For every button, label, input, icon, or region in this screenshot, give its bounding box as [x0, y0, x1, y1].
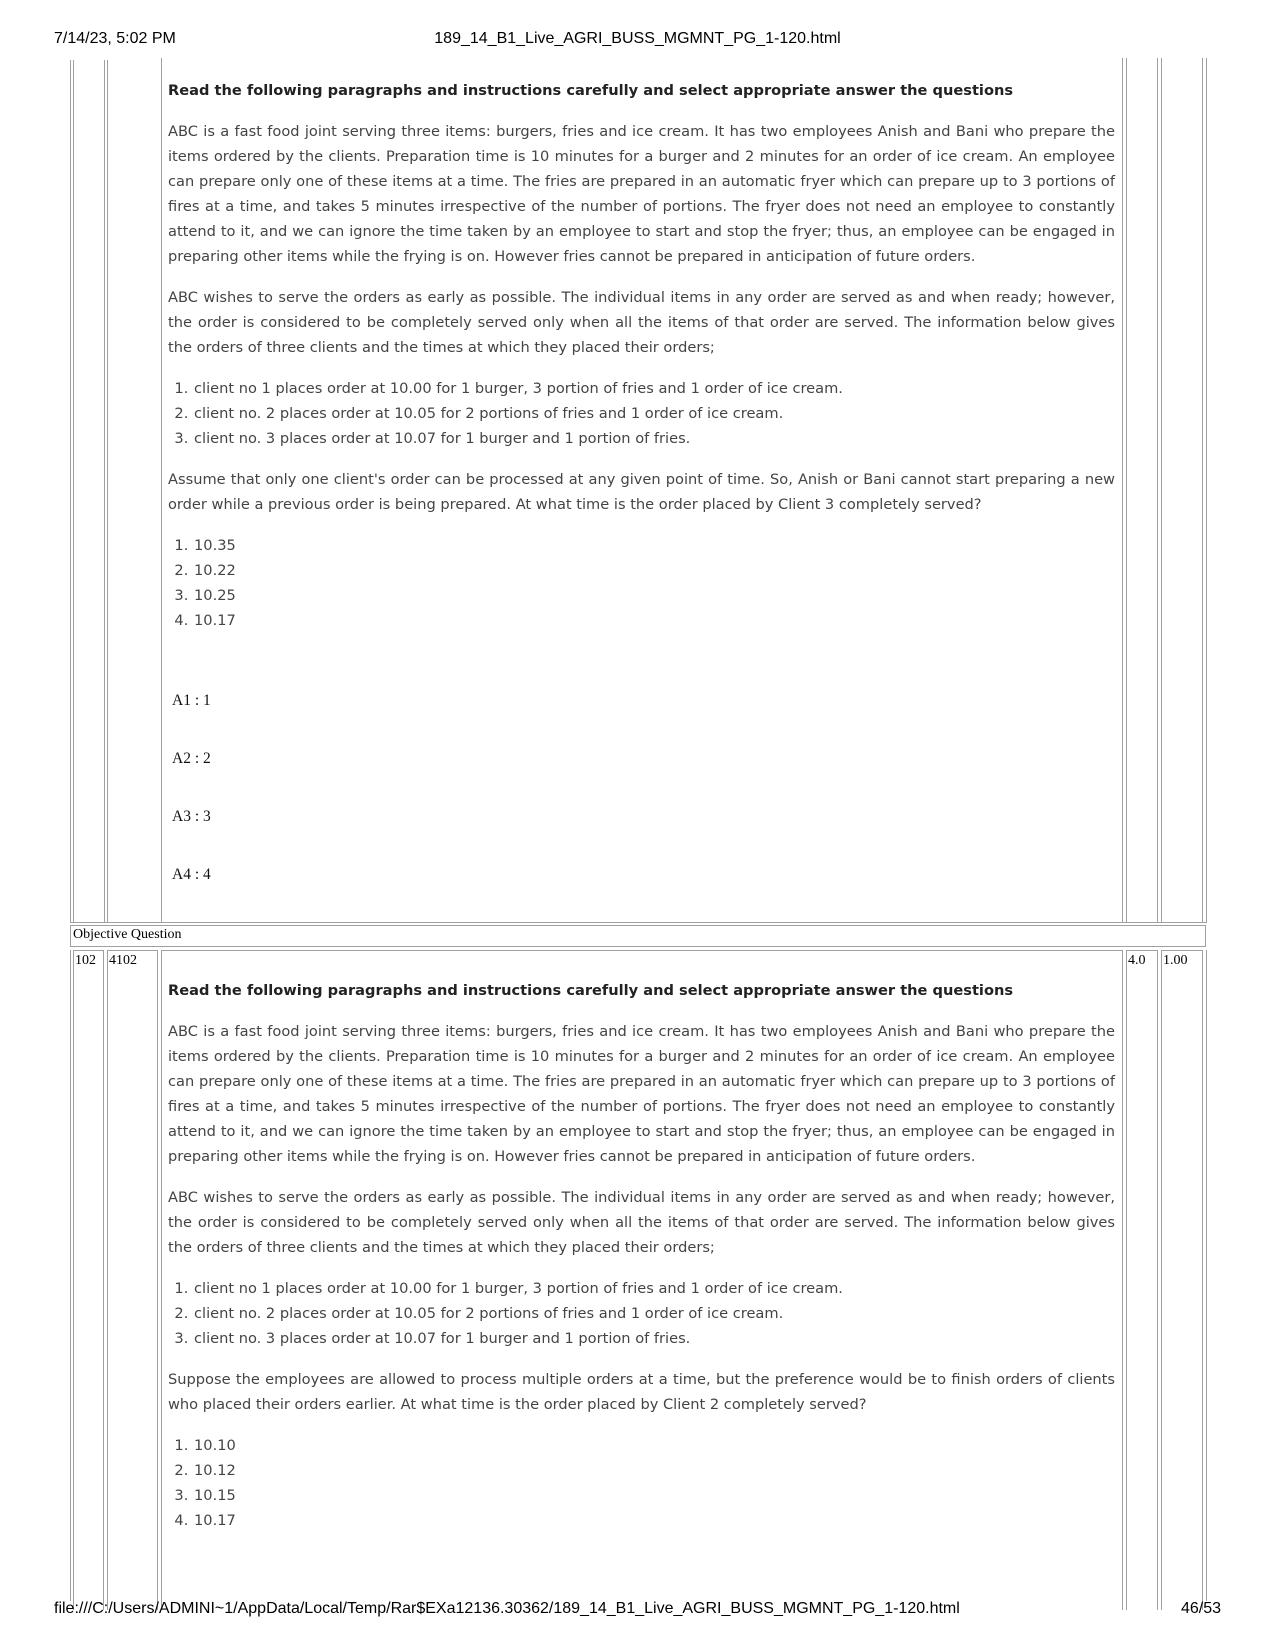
- file-path: file:///C:/Users/ADMINI~1/AppData/Local/Temp/Rar$EXa12136.30362/189_14_B1_Live_AGRI_BUSS_MGMNT_PG_1-120.html: [54, 1600, 960, 1617]
- list-item: 1. client no 1 places order at 10.00 for 1 burger, 3 portion of fries and 1 order of ice cream.: [193, 376, 1115, 401]
- marks: 4.0: [1128, 953, 1146, 968]
- order-list: [168, 1276, 1115, 1351]
- page-number: 46/53: [1180, 1600, 1221, 1617]
- answer-option: A3 : 3: [172, 808, 211, 825]
- answer-option: A1 : 1: [172, 692, 211, 709]
- question-text: Assume that only one client's order can be processed at any given point of time. So, Anish or Bani cannot start preparing a new order while a previous order is being prepared. At what time is the order placed by Client 3 completely served?: [168, 471, 1115, 513]
- question-paragraph: ABC wishes to serve the orders as early as possible. The individual items in any order are served as and when ready; however, the order is considered to be completely served only when all the items of that order are served. The information below gives the orders of three clients and the times at which they placed their orders;: [168, 1189, 1115, 1256]
- question-instruction: Read the following paragraphs and instructions carefully and select appropriate answer the questions: [168, 982, 1014, 999]
- option-list: [168, 533, 1115, 633]
- question-2-body: [168, 978, 1115, 1549]
- serial-number: 102: [75, 953, 96, 968]
- option-item: 3. 10.25: [193, 583, 1115, 608]
- question-instruction: Read the following paragraphs and instructions carefully and select appropriate answer the questions: [168, 82, 1014, 99]
- objective-question-row: [70, 925, 1206, 947]
- list-item: 3. client no. 3 places order at 10.07 for 1 burger and 1 portion of fries.: [193, 426, 1115, 451]
- list-item: 2. client no. 2 places order at 10.05 for 2 portions of fries and 1 order of ice cream.: [193, 1301, 1115, 1326]
- list-item: 2. client no. 2 places order at 10.05 for 2 portions of fries and 1 order of ice cream.: [193, 401, 1115, 426]
- document-title: 189_14_B1_Live_AGRI_BUSS_MGMNT_PG_1-120.html: [434, 30, 841, 47]
- question-paragraph: ABC wishes to serve the orders as early as possible. The individual items in any order are served as and when ready; however, the order is considered to be completely served only when all the items of that order are served. The information below gives the orders of three clients and the times at which they placed their orders;: [168, 289, 1115, 356]
- list-item: 3. client no. 3 places order at 10.07 for 1 burger and 1 portion of fries.: [193, 1326, 1115, 1351]
- question-paragraph: ABC is a fast food joint serving three items: burgers, fries and ice cream. It has two employees Anish and Bani who prepare the items ordered by the clients. Preparation time is 10 minutes for a burger and 2 minutes for an order of ice cream. An employee can prepare only one of these items at a time. The fries are prepared in an automatic fryer which can prepare up to 3 portions of fires at a time, and takes 5 minutes irrespective of the number of portions. The fryer does not need an employee to constantly attend to it, and we can ignore the time taken by an employee to start and stop the fryer; thus, an employee can be engaged in preparing other items while the frying is on. However fries cannot be prepared in anticipation of future orders.: [168, 123, 1115, 265]
- option-list: [168, 1433, 1115, 1533]
- option-item: 2. 10.22: [193, 558, 1115, 583]
- option-item: 3. 10.15: [193, 1483, 1115, 1508]
- option-item: 4. 10.17: [193, 608, 1115, 633]
- answer-option: A4 : 4: [172, 866, 211, 883]
- option-item: 1. 10.10: [193, 1433, 1115, 1458]
- option-item: 1. 10.35: [193, 533, 1115, 558]
- objective-question-label: Objective Question: [73, 927, 182, 942]
- question-1-body: [168, 78, 1115, 649]
- print-datetime: 7/14/23, 5:02 PM: [54, 30, 176, 47]
- negative-marks: 1.00: [1163, 953, 1188, 968]
- order-list: [168, 376, 1115, 451]
- list-item: 1. client no 1 places order at 10.00 for 1 burger, 3 portion of fries and 1 order of ice cream.: [193, 1276, 1115, 1301]
- option-item: 2. 10.12: [193, 1458, 1115, 1483]
- question-text: Suppose the employees are allowed to process multiple orders at a time, but the preference would be to finish orders of clients who placed their orders earlier. At what time is the order placed by Client 2 completely served?: [168, 1371, 1115, 1413]
- option-item: 4. 10.17: [193, 1508, 1115, 1533]
- question-id: 4102: [109, 953, 137, 968]
- question-paragraph: ABC is a fast food joint serving three items: burgers, fries and ice cream. It has two employees Anish and Bani who prepare the items ordered by the clients. Preparation time is 10 minutes for a burger and 2 minutes for an order of ice cream. An employee can prepare only one of these items at a time. The fries are prepared in an automatic fryer which can prepare up to 3 portions of fires at a time, and takes 5 minutes irrespective of the number of portions. The fryer does not need an employee to constantly attend to it, and we can ignore the time taken by an employee to start and stop the fryer; thus, an employee can be engaged in preparing other items while the frying is on. However fries cannot be prepared in anticipation of future orders.: [168, 1023, 1115, 1165]
- answer-option: A2 : 2: [172, 750, 211, 767]
